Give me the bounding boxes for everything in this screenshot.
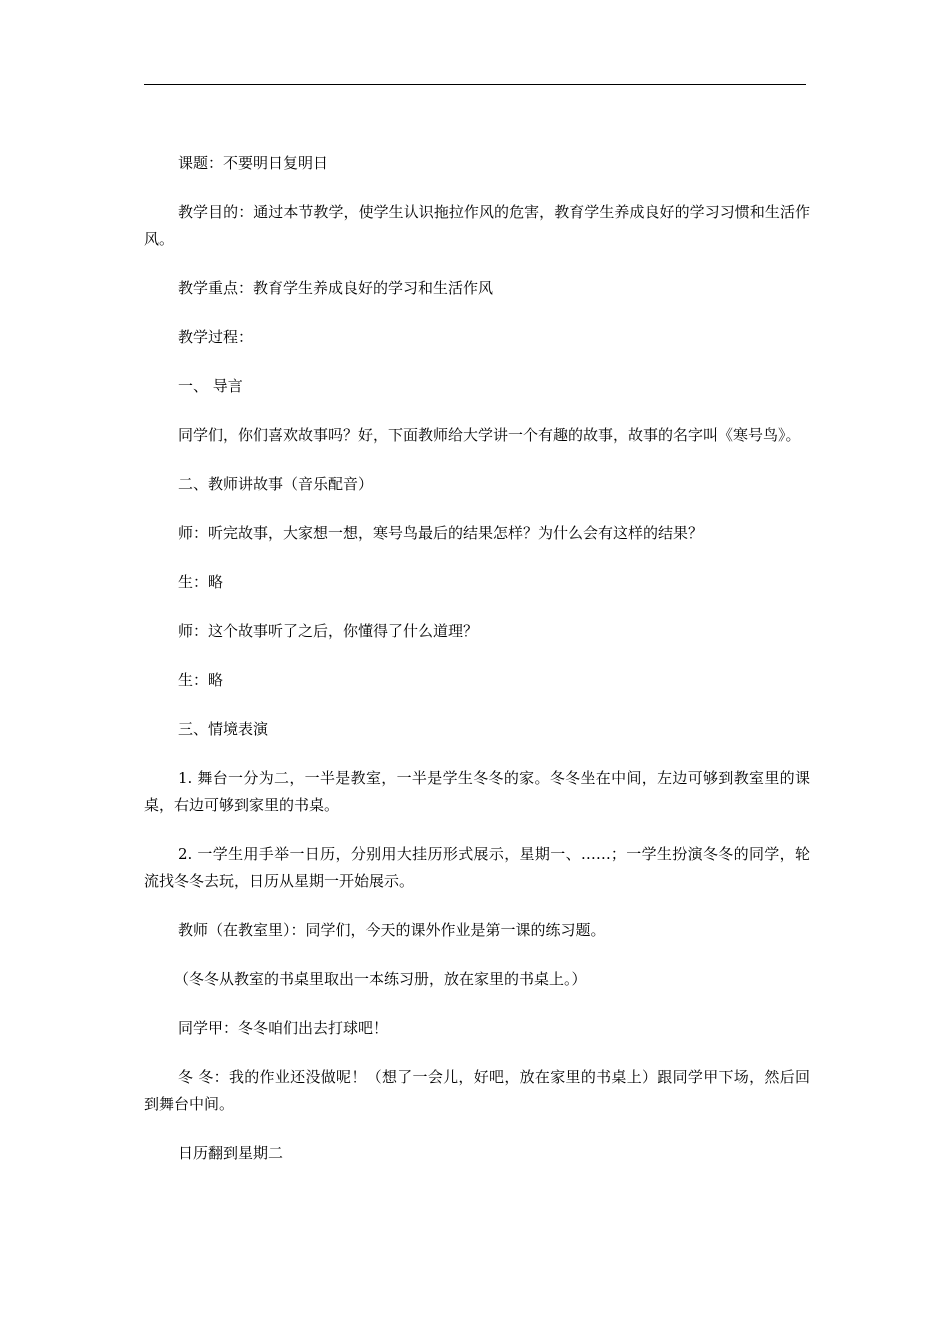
teaching-focus: 教学重点：教育学生养成良好的学习和生活作风 — [178, 279, 494, 297]
section-heading-roleplay: 三、情境表演 — [178, 720, 269, 738]
roleplay-step-1: 1. 舞台一分为二，一半是教室，一半是学生冬冬的家。冬冬坐在中间，左边可够到教室里的课桌，右边可够到家里的书桌。 — [144, 769, 810, 814]
roleplay-step-2: 2. 一学生用手举一日历，分别用大挂历形式展示，星期一、……；一学生扮演冬冬的同学，轮流找冬冬去玩，日历从星期一开始展示。 — [144, 845, 810, 890]
classmate-line: 同学甲：冬冬咱们出去打球吧！ — [178, 1019, 389, 1037]
teacher-line: 教师（在教室里）：同学们，今天的课外作业是第一课的练习题。 — [178, 921, 606, 939]
introduction-text: 同学们，你们喜欢故事吗？好，下面教师给大学讲一个有趣的故事，故事的名字叫《寒号鸟》。 — [178, 426, 801, 444]
calendar-direction: 日历翻到星期二 — [178, 1144, 284, 1162]
teaching-objective: 教学目的：通过本节教学，使学生认识拖拉作风的危害，教育学生养成良好的学习习惯和生活作风。 — [144, 203, 810, 248]
document-body — [144, 150, 810, 1189]
header-rule — [144, 84, 806, 85]
teacher-question-2: 师：这个故事听了之后，你懂得了什么道理？ — [178, 622, 479, 640]
section-heading-storytelling: 二、教师讲故事（音乐配音） — [178, 475, 374, 493]
teacher-question-1: 师：听完故事，大家想一想，寒号鸟最后的结果怎样？为什么会有这样的结果？ — [178, 524, 704, 542]
section-heading-introduction: 一、 导言 — [178, 377, 243, 395]
student-answer-1: 生：略 — [178, 573, 224, 591]
lesson-title: 课题：不要明日复明日 — [178, 154, 329, 172]
dongdong-line: 冬 冬：我的作业还没做呢！（想了一会儿，好吧，放在家里的书桌上）跟同学甲下场，然后回到舞台中间。 — [144, 1068, 810, 1113]
teaching-process-heading: 教学过程： — [178, 328, 254, 346]
student-answer-2: 生：略 — [178, 671, 224, 689]
stage-direction: （冬冬从教室的书桌里取出一本练习册，放在家里的书桌上。） — [174, 970, 587, 988]
